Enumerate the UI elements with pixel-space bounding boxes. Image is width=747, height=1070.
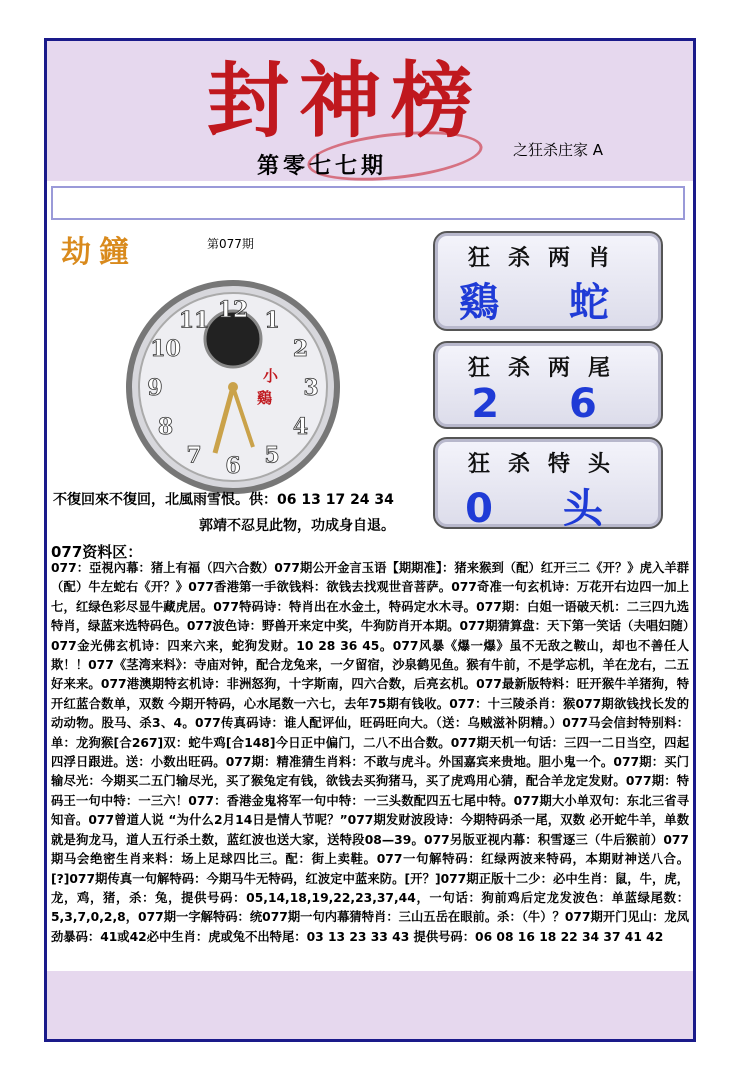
banner-strip: [51, 186, 685, 220]
kill-head-value: 0 头: [465, 486, 631, 532]
clock-number: 1: [264, 307, 280, 334]
clock-poem-line-2: 郭靖不忍見此物，功成身自退。: [199, 518, 395, 534]
section-body: 077：亞視內幕：猪上有福（四六合数）077期公开金言玉语【期期准】：猪来猴到（配）红开三二《开？》虎入羊群（配）牛左蛇右《开？》077香港第一手欲钱料：欲钱去找观世音菩萨。077奇准一句玄机诗：万花开右边四一加上七，红绿色彩尽显牛藏虎居。077特码诗：特肖出在水金土，特码定水木寻。077期：白姐一语破天机：二三四九选特肖，绿蓝来选特码色。077波色诗：野兽开来定中奖，牛狗防肖开本期。077期猜算盘：天下第一笑话（夫唱妇随）077金光佛玄机诗：四来六来，蛇狗发财。10 28 36 45。077风暴《爆一爆》虽不无敌之鞍山，却也不善任人欺！！077《茎湾来料》：寺庙对钟，配合龙兔来，一夕留宿，沙泉鹤见鱼。猴有牛前，不是学忘机，羊在龙右，二五好来来。077港澳期特玄机诗：非洲怒狗，十字斯南，四六合数，后亮玄机。077最新版特料：旺开猴牛羊猪狗，特开红蓝合数单，双数 今期开特码，心水尾数一六七，去年75期有钱收。077：十三陵杀肖：猴077期欲钱找长发的动动物。股马、杀3、4。077传真码诗：谁人配评仙，旺码旺向大。（送：乌贼滋补阴精。）077马会信封特别料：单：龙狗猴[合267]双：蛇牛鸡[合148]今日正中偏门，二八不出合数。077期天机一句话：三四一二日当空，四起四浮日跟进。送：小数出旺码。077期：精准猜生肖料：不敢与虎斗。外国嘉宾来贵地。胆小鬼一个。077期：买门输尽光：今期买二五门输尽光，买了猴兔定有钱，欲钱去买狗猪马，买了虎鸡用心猜，配合羊龙定发财。077期：特码王一句中特：一三六！077：香港金鬼将军一句中特：一三头数配四五七尾中特。077期大小单双句：东北三省寻知音。077曾道人说 “为什么2月14日是情人节呢？”077期发财波段诗：今期特码杀一尾，双数 必开蛇牛羊，单数就是狗龙马，道人五行杀土数，蓝红波也送大家，送特段08—39。077另版亚视内幕：积雪逐三（牛后猴前）077期马会绝密生肖来料：场上足球四比三。配：街上卖鞋。077一句解特码：红绿两波来特码，本期财神送八合。[?]077期传真一句解特码：今期马牛无特码，红波定中蓝来防。[开？]077期正版十二少：必中生肖：鼠，牛，虎，龙，鸡，猪，杀：兔，提供号码：05,14,18,19,22,23,37,44，一句话：狗前鸡后定龙发波色：单蓝绿尾数：5,3,7,0,2,8，077期一字解特码：统077期一句内幕猜特肖：三山五岳在眼前。杀：（牛）？077期开门见山：龙凤劲暴码：41或42必中生肖：虎或兔不出特尾：03 13 23 33 43 提供号码：06 08 16 18 22 34 37 41 42: [51, 561, 689, 944]
page-title: 封神榜: [207, 53, 484, 149]
clock-number: 12: [217, 297, 249, 323]
kill-head-label: 狂杀特头: [467, 452, 628, 477]
kill-tail-label: 狂杀两尾: [467, 356, 628, 381]
clock-number: 11: [178, 307, 210, 334]
clock-panel: [53, 227, 433, 539]
issue-number: 第零七七期: [257, 154, 388, 179]
clock-number: 8: [157, 414, 174, 440]
kill-zodiac-value: 鷄 蛇: [459, 280, 637, 326]
footer-strip: [47, 971, 693, 1039]
tagline: 之狂杀庄家 A: [513, 141, 604, 159]
clock-icon: [123, 277, 343, 497]
kill-tail-value: 2 6: [471, 381, 625, 427]
clock-poem-line-1: 不復回來不復回，北風雨雪恨。供：06 13 17 24 34: [53, 492, 394, 508]
clock-number: 10: [150, 336, 181, 362]
kill-head-box: [433, 437, 663, 532]
clock-number: 3: [303, 375, 319, 401]
clock-issue: 第077期: [207, 237, 254, 251]
section-heading: 077资料区：: [51, 543, 143, 561]
clock-number: 9: [147, 375, 163, 401]
clock-number: 6: [225, 453, 241, 479]
clock-number: 7: [186, 442, 202, 469]
header: [47, 41, 693, 181]
kill-zodiac-box: [433, 231, 663, 331]
page-frame: [44, 38, 696, 1042]
clock-label: 劫鐘: [61, 235, 137, 270]
clock-number: 2: [292, 336, 309, 362]
clock-number: 5: [264, 442, 280, 469]
kill-zodiac-label: 狂杀两肖: [467, 246, 628, 271]
hand-label-1: 小: [263, 367, 279, 385]
hand-label-2: 鷄: [257, 389, 273, 407]
kill-tail-box: [433, 341, 663, 429]
clock-number: 4: [292, 414, 309, 440]
